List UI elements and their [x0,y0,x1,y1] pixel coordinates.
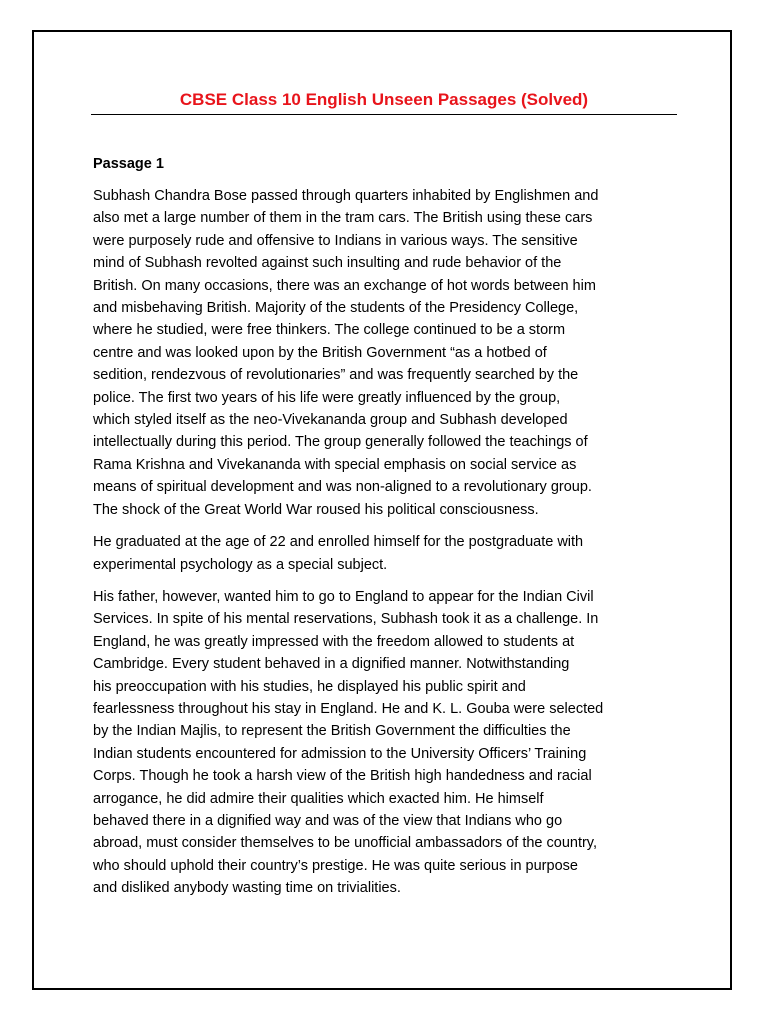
paragraph-line: were purposely rude and offensive to Indians in various ways. The sensitive [93,232,578,249]
paragraph-line: mind of Subhash revolted against such insulting and rude behavior of the [93,255,562,272]
paragraph-line: also met a large number of them in the tram cars. The British using these cars [93,210,593,227]
passage-heading: Passage 1 [93,156,164,172]
paragraph-line: centre and was looked upon by the British Government “as a hotbed of [93,344,547,361]
passage-body [93,153,693,910]
paragraphs-container [93,185,693,900]
paragraph [93,185,693,521]
paragraph-line: experimental psychology as a special subject. [93,556,388,573]
paragraph-line: where he studied, were free thinkers. The college continued to be a storm [93,322,566,339]
paragraph-line: He graduated at the age of 22 and enrolled himself for the postgraduate with [93,534,584,551]
paragraph-line: Services. In spite of his mental reservations, Subhash took it as a challenge. In [93,611,599,628]
paragraph-line: which styled itself as the neo-Vivekananda group and Subhash developed [93,412,568,429]
paragraph-line: British. On many occasions, there was an exchange of hot words between him [93,277,596,294]
paragraph-line: His father, however, wanted him to go to England to appear for the Indian Civil [93,588,594,605]
paragraph-line: and disliked anybody wasting time on trivialities. [93,880,401,897]
paragraph-line: Rama Krishna and Vivekananda with special emphasis on social service as [93,456,577,473]
document-title: CBSE Class 10 English Unseen Passages (Solved) [179,90,589,109]
paragraph-line: Indian students encountered for admission to the University Officers’ Training [93,745,587,762]
paragraph-line: Corps. Though he took a harsh view of the British high handedness and racial [93,768,592,785]
paragraph-line: who should uphold their country’s prestige. He was quite serious in purpose [93,857,578,874]
paragraph-line: intellectually during this period. The group generally followed the teachings of [93,434,588,451]
paragraph-line: his preoccupation with his studies, he displayed his public spirit and [93,678,526,695]
paragraph-line: fearlessness throughout his stay in England. He and K. L. Gouba were selected [93,700,604,717]
paragraph-line: sedition, rendezvous of revolutionaries” and was frequently searched by the [93,367,579,384]
paragraph-line: behaved there in a dignified way and was of the view that Indians who go [93,812,563,829]
paragraph-line: and misbehaving British. Majority of the students of the Presidency College, [93,300,579,317]
paragraph-line: England, he was greatly impressed with the freedom allowed to students at [93,633,575,650]
paragraph-line: means of spiritual development and was non-aligned to a revolutionary group. [93,479,592,496]
paragraph-line: Subhash Chandra Bose passed through quarters inhabited by Englishmen and [93,188,599,204]
paragraph [93,586,693,900]
paragraph [93,531,693,576]
paragraph-line: police. The first two years of his life were greatly influenced by the group, [93,389,561,406]
paragraph-line: by the Indian Majlis, to represent the British Government the difficulties the [93,723,571,740]
title-underline [91,114,677,115]
paragraph-line: abroad, must consider themselves to be unofficial ambassadors of the country, [93,835,598,852]
paragraph-line: The shock of the Great World War roused his political consciousness. [93,501,539,518]
paragraph-line: Cambridge. Every student behaved in a dignified manner. Notwithstanding [93,656,570,673]
paragraph-line: arrogance, he did admire their qualities which exacted him. He himself [93,790,544,807]
